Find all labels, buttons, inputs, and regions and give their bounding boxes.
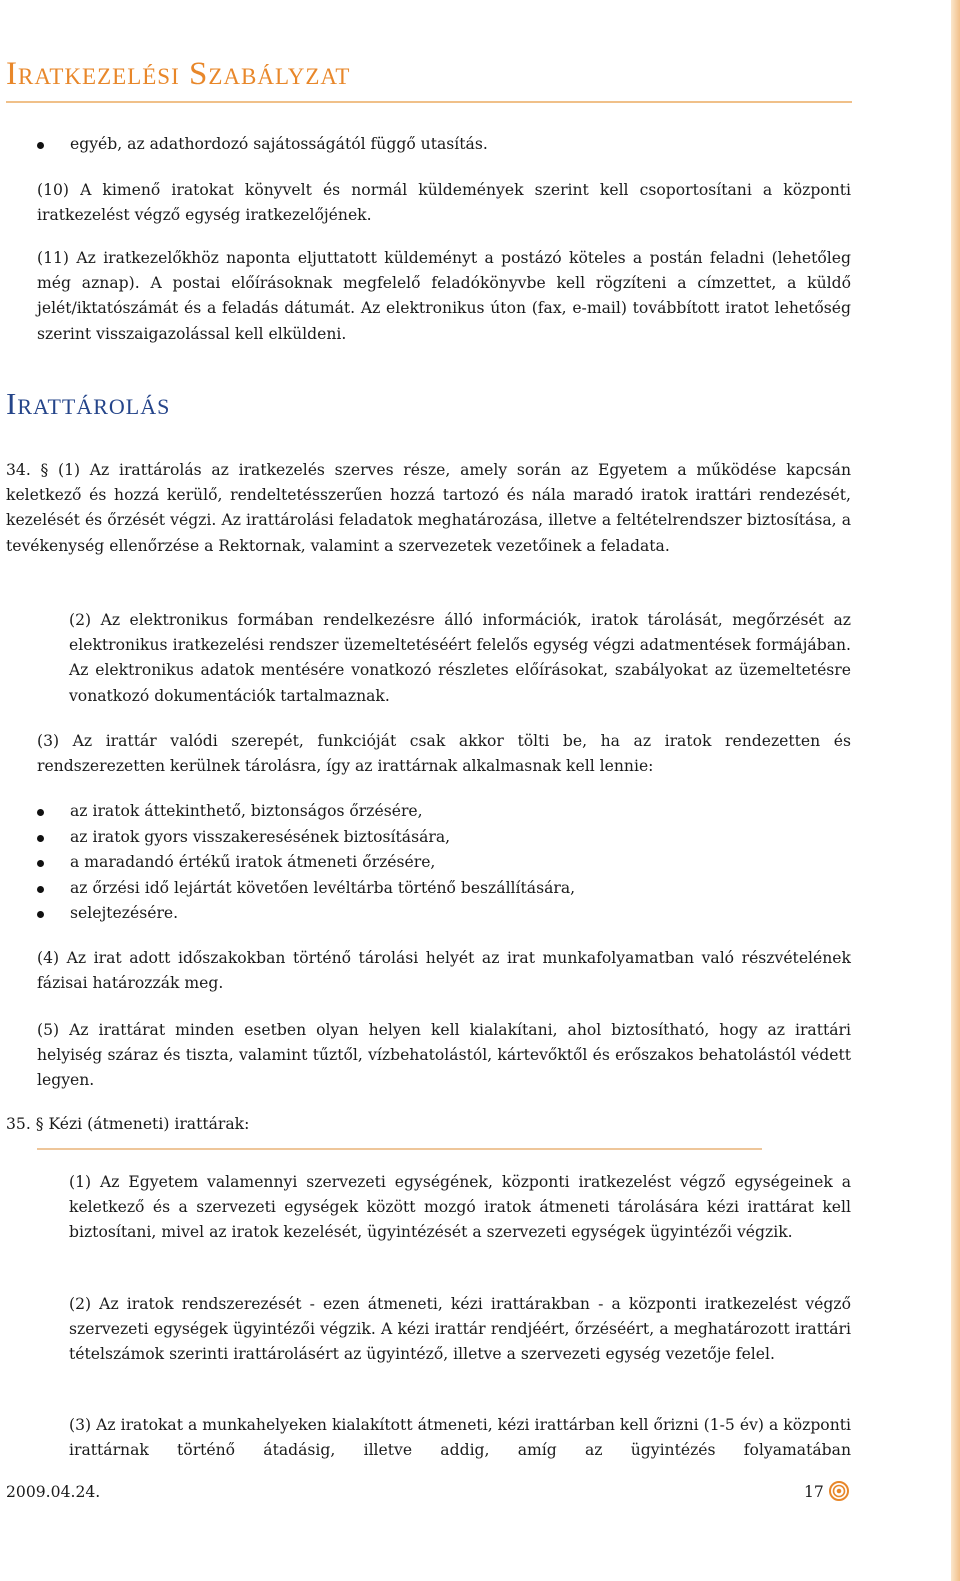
list-item: egyéb, az adathordozó sajátosságától függő utasítás. <box>37 132 488 158</box>
top-bullet-list <box>37 132 488 158</box>
section-35-paragraph-2: (2) Az iratok rendszerezését - ezen átmeneti, kézi irattárakban - a központi iratkezelést végző szervezeti egységek ügyintézői végzik. A kézi irattár rendjéért, őrzéséért, a meghatározott irattári tételszámok szerinti irattárolásért az ügyintéző, illetve a szervezeti egység vezetője felel. <box>69 1295 851 1364</box>
section-34-paragraph-5: (5) Az irattárat minden esetben olyan helyen kell kialakítani, ahol biztosítható, hogy az irattári helyiség száraz és tiszta, valamint tűztől, vízbehatolástól, kártevőktől és erőszakos behatolástól védett legyen. <box>37 1021 851 1090</box>
list-item: selejtezésére. <box>37 901 575 927</box>
section-35-paragraph-3: (3) Az iratokat a munkahelyeken kialakított átmeneti, kézi irattárban kell őrizni (1-5 év) a központi irattárnak történő átadásig, illetve addig, amíg az ügyintézés folyamatában <box>69 1416 851 1460</box>
page-number: 17 <box>804 1483 824 1501</box>
list-item: az iratok áttekinthető, biztonságos őrzésére, <box>37 799 575 825</box>
footer-date: 2009.04.24. <box>6 1483 101 1501</box>
section-34-paragraph-3: (3) Az irattár valódi szerepét, funkcióját csak akkor tölti be, ha az iratok rendezetten és rendszerezetten kerülnek tárolásra, így az irattárnak alkalmasnak kell lennie: <box>37 732 851 776</box>
page-edge-decoration <box>951 0 960 1581</box>
list-item: a maradandó értékű iratok átmeneti őrzésére, <box>37 850 575 876</box>
section-35-divider <box>37 1148 762 1150</box>
section-heading: Irattárolás <box>6 386 171 421</box>
section-34-paragraph-2: (2) Az elektronikus formában rendelkezésre álló információk, iratok tárolását, megőrzését az elektronikus iratkezelési rendszer üzemeltetéséért felelős egység végzi adatmentések formájában. Az elektronikus adatok mentésére vonatkozó részletes előírásokat, szabályokat az üzemeltetésre vonatkozó dokumentációk tartalmaznak. <box>69 611 851 705</box>
section-35-heading: 35. § Kézi (átmeneti) irattárak: <box>6 1115 250 1133</box>
section-34-paragraph-1: 34. § (1) Az irattárolás az iratkezelés szerves része, amely során az Egyetem a működése kapcsán keletkező és hozzá kerülő, rendeltetésszerűen hozzá tartozó és nála maradó iratok irattári rendezését, kezelését és őrzését végzi. Az irattárolási feladatok meghatározása, illetve a feltételrendszer biztosítása, a tevékenység ellenőrzése a Rektornak, valamint a szervezetek vezetőinek a feladata. <box>6 461 851 555</box>
paragraph-10: (10) A kimenő iratokat könyvelt és normál küldemények szerint kell csoportosítani a központi iratkezelést végző egység iratkezelőjének. <box>37 181 851 225</box>
document-header-title: Iratkezelési Szabályzat <box>6 56 351 92</box>
paragraph-11: (11) Az iratkezelőkhöz naponta eljuttatott küldeményt a postázó köteles a postán feladni (lehetőleg még aznap). A postai előírásoknak megfelelő feladókönyvbe kell rögzíteni a címzettet, a küldő jelét/iktatószámát és a feladás dátumát. Az elektronikus úton (fax, e-mail) továbbított iratot lehetőség szerint visszaigazolással kell elküldeni. <box>37 249 851 343</box>
footer-logo-icon <box>828 1480 850 1502</box>
storage-requirements-list <box>37 799 575 927</box>
list-item: az iratok gyors visszakeresésének biztosítására, <box>37 825 575 851</box>
header-divider <box>6 101 852 103</box>
section-35-paragraph-1: (1) Az Egyetem valamennyi szervezeti egységének, központi iratkezelést végző egységeinek a keletkező és a szervezeti egységek között mozgó iratok átmeneti tárolására kézi irattárat kell biztosítani, mivel az iratok kezelését, ügyintézését a szervezeti egységek ügyintézői végzik. <box>69 1173 851 1242</box>
list-item: az őrzési idő lejártát követően levéltárba történő beszállítására, <box>37 876 575 902</box>
section-34-paragraph-4: (4) Az irat adott időszakokban történő tárolási helyét az irat munkafolyamatban való részvételének fázisai határozzák meg. <box>37 949 851 993</box>
